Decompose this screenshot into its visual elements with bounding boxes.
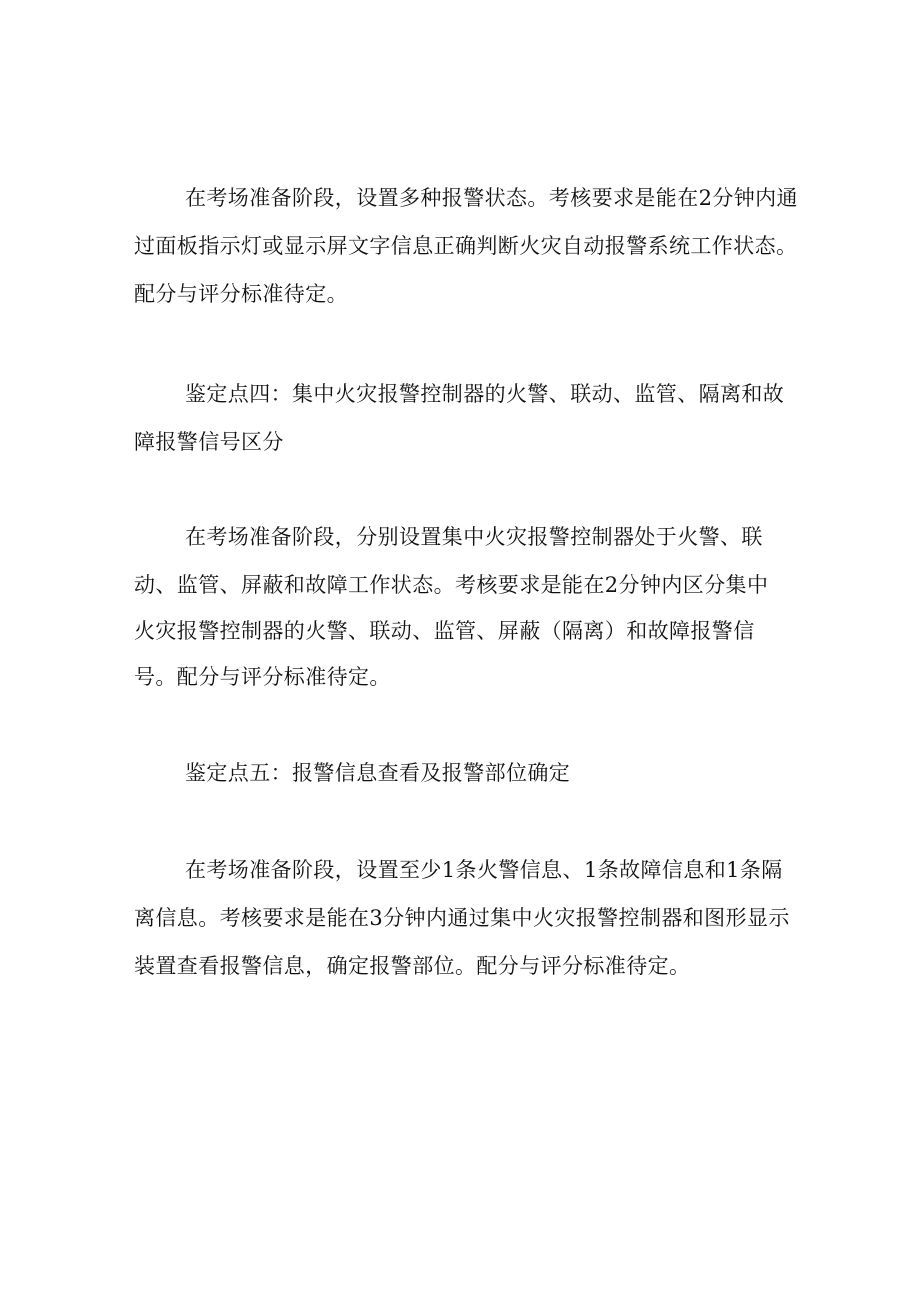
section-heading-5: 鉴定点五：报警信息查看及报警部位确定 xyxy=(185,761,571,785)
paragraph-1-line-1: 在考场准备阶段，设置多种报警状态。考核要求是能在2分钟内通 xyxy=(185,186,798,210)
paragraph-1-line-3: 配分与评分标准待定。 xyxy=(134,282,348,306)
section-heading-4-line-1: 鉴定点四：集中火灾报警控制器的火警、联动、监管、隔离和故 xyxy=(185,382,785,406)
paragraph-2-line-2: 动、监管、屏蔽和故障工作状态。考核要求是能在2分钟内区分集中 xyxy=(134,573,769,597)
section-heading-4-line-2: 障报警信号区分 xyxy=(134,430,284,454)
paragraph-3-line-1: 在考场准备阶段，设置至少1条火警信息、1条故障信息和1条隔 xyxy=(185,858,783,882)
paragraph-1-line-2: 过面板指示灯或显示屏文字信息正确判断火灾自动报警系统工作状态。 xyxy=(134,234,798,258)
paragraph-2-line-4: 号。配分与评分标准待定。 xyxy=(134,665,391,689)
paragraph-2-line-3: 火灾报警控制器的火警、联动、监管、屏蔽（隔离）和故障报警信 xyxy=(134,619,755,643)
paragraph-2-line-1: 在考场准备阶段，分别设置集中火灾报警控制器处于火警、联 xyxy=(185,525,763,549)
paragraph-3-line-2: 离信息。考核要求是能在3分钟内通过集中火灾报警控制器和图形显示 xyxy=(134,906,790,930)
paragraph-3-line-3: 装置查看报警信息，确定报警部位。配分与评分标准待定。 xyxy=(134,954,691,978)
